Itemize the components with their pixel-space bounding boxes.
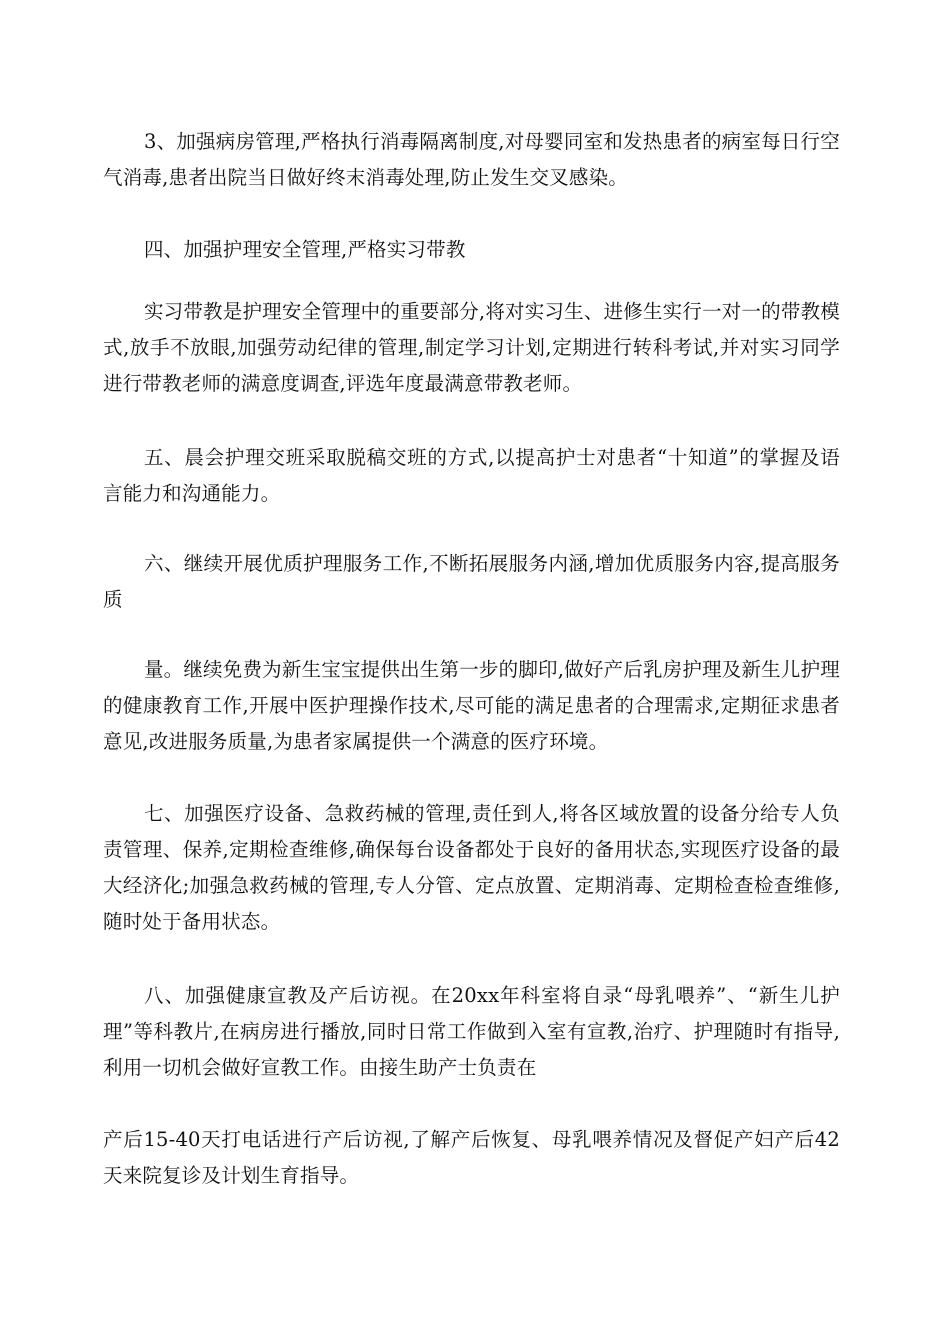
- paragraph-newborn-care: 量。继续免费为新生宝宝提供出生第一步的脚印,做好产后乳房护理及新生儿护理的健康教育工作,开展中医护理操作技术,尽可能的满足患者的合理需求,定期征求患者意见,改进服务质量,为患者家属提供一个满意的医疗环境。: [103, 658, 840, 753]
- section-heading-safety-training: 四、加强护理安全管理,严格实习带教: [143, 238, 466, 261]
- paragraph-health-education: 八、加强健康宣教及产后访视。在20xx年科室将自录“母乳喂养”、“新生儿护理”等科教片,在病房进行播放,同时日常工作做到入室有宣教,治疗、护理随时有指导,利用一切机会做好宣教工作。由接生助产士负责在: [103, 984, 840, 1079]
- paragraph-morning-handover: 五、晨会护理交班采取脱稿交班的方式,以提高护士对患者“十知道”的掌握及语言能力和沟通能力。: [103, 446, 840, 505]
- paragraph-postpartum-visit: 产后15-40天打电话进行产后访视,了解产后恢复、母乳喂养情况及督促产妇产后42天来院复诊及计划生育指导。: [103, 1128, 840, 1187]
- paragraph-quality-service: 六、继续开展优质护理服务工作,不断拓展服务内涵,增加优质服务内容,提高服务质: [103, 552, 840, 611]
- paragraph-ward-disinfection: 3、加强病房管理,严格执行消毒隔离制度,对母婴同室和发热患者的病室每日行空气消毒,患者出院当日做好终末消毒处理,防止发生交叉感染。: [103, 130, 840, 189]
- paragraph-internship-teaching: 实习带教是护理安全管理中的重要部分,将对实习生、进修生实行一对一的带教模式,放手不放眼,加强劳动纪律的管理,制定学习计划,定期进行转科考试,并对实习同学进行带教老师的满意度调查,评选年度最满意带教老师。: [103, 300, 840, 395]
- paragraph-equipment-management: 七、加强医疗设备、急救药械的管理,责任到人,将各区域放置的设备分给专人负责管理、保养,定期检查维修,确保每台设备都处于良好的备用状态,实现医疗设备的最大经济化;加强急救药械的管理,专人分管、定点放置、定期消毒、定期检查检查维修,随时处于备用状态。: [103, 802, 840, 933]
